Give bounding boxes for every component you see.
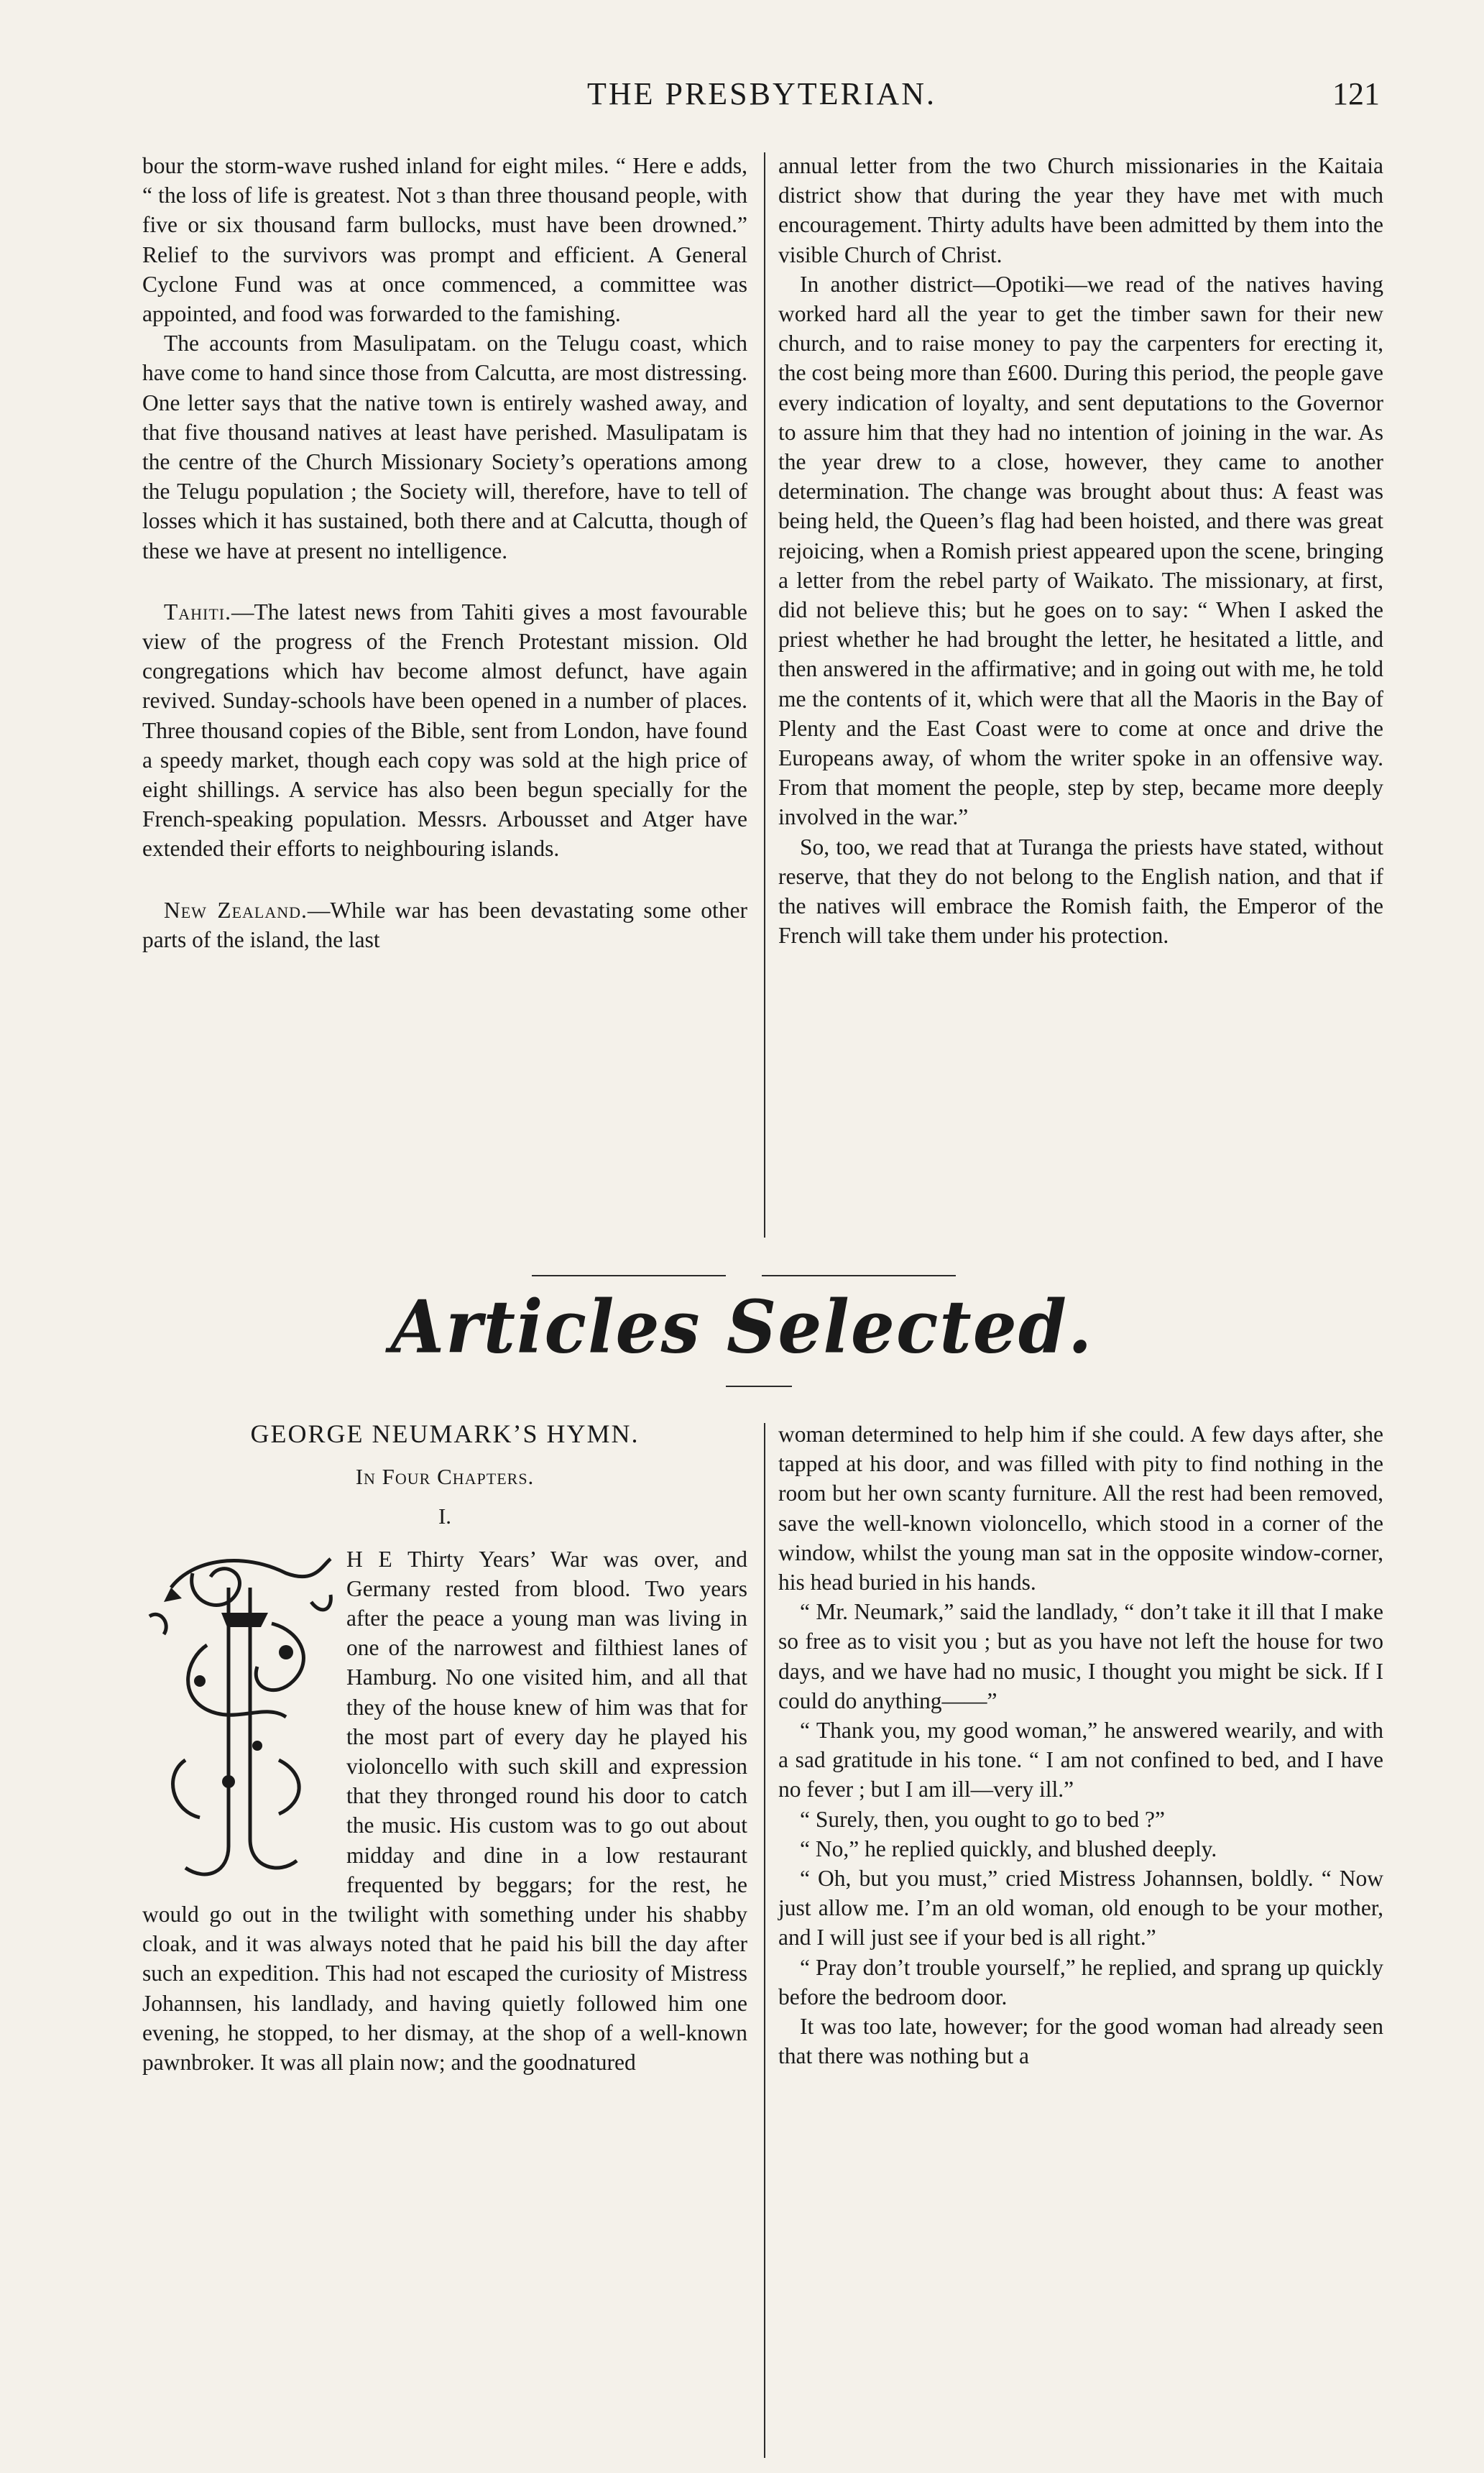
column-divider-bottom <box>764 1423 765 2458</box>
paragraph-tahiti <box>142 597 747 864</box>
page-number: 121 <box>1332 76 1380 111</box>
ornamental-dropcap <box>142 1544 336 1889</box>
column-divider-top <box>764 152 765 1238</box>
new-zealand-text: —While war has been devastating some other parts of the island, the last <box>142 897 748 952</box>
article-paragraph: “ Pray don’t trouble yourself,” he replied, and sprang up quickly before the bedroom door. <box>778 1954 1383 2009</box>
article-subtitle: In Four Chapters. <box>355 1464 535 1490</box>
paragraph-kaitaia: annual letter from the two Church missionaries in the Kaitaia district show that during the year they have met with much encouragement. Thirty adults have been admitted by them into the visible Church of Christ. <box>778 153 1383 267</box>
section-rule-right <box>762 1275 956 1276</box>
tahiti-text: —The latest news from Tahiti gives a most favourable view of the progress of the French Protestant mission. Old congregations which hav become almost defunct, have again revived. Sunday-schools have been opened in a number of places. Three thousand copies of the Bible, sent from London, have found a speedy market, though each copy was sold at the high price of eight shillings. A service has also been begun specially for the French-speaking population. Messrs. Arbousset and Atger have extended their efforts to neighbouring islands. <box>142 599 747 862</box>
paragraph-cyclone: bour the storm-wave rushed inland for eight miles. “ Here e adds, “ the loss of life is greatest. Not ɜ than three thousand people, with five or six thousand farm bullocks, must have been drowned.” Relief to the survivors was prompt and efficient. A General Cyclone Fund was at once commenced, a committee was appointed, and food was forwarded to the famishing. <box>142 153 747 327</box>
new-zealand-label: New Zealand. <box>164 897 308 923</box>
tahiti-label: Tahiti. <box>164 599 231 625</box>
page-header <box>144 75 1380 126</box>
article-paragraph: “ Oh, but you must,” cried Mistress Johannsen, boldly. “ Now just allow me. I’m an old woman, old enough to be your mother, and I will just see if your bed is all right.” <box>778 1866 1383 1951</box>
paragraph-turanga: So, too, we read that at Turanga the priests have stated, without reserve, that they do not belong to the English nation, and that if the natives will embrace the Romish faith, the Emperor of the French will take them under his protection. <box>778 834 1383 949</box>
dropcap-ornament-icon <box>142 1544 336 1889</box>
article-paragraph: It was too late, however; for the good woman had already seen that there was nothing but a <box>778 2014 1383 2069</box>
section-rule-left <box>532 1275 726 1276</box>
article-paragraph: “ Mr. Neumark,” said the landlady, “ don’t take it ill that I make so free as to visit you ; but as you have not left the house for two days, and we have had no music, I thought you might be sick. If I could do anything——” <box>778 1599 1383 1713</box>
paragraph-masulipatam: The accounts from Masulipatam. on the Telugu coast, which have come to hand since those from Calcutta, are most distressing. One letter says that the native town is entirely washed away, and that five thousand natives at least have perished. Masulipatam is the centre of the Church Missionary Society’s operations among the Telugu population ; the Society will, therefore, have to tell of losses which it has sustained, both there and at Calcutta, though of these we have at present no intelligence. <box>142 331 747 563</box>
paragraph-opotiki: In another district—Opotiki—we read of the natives having worked hard all the year to get the timber sawn for their new church, and to raise money to pay the carpenters for erecting it, the cost being more than £600. During this period, the people gave every indication of loyalty, and sent deputations to the Governor to assure him that they had no intention of joining in the war. As the year drew to a close, however, they came to another determination. The change was brought about thus: A feast was being held, the Queen’s flag had been hoisted, and there was great rejoicing, when a Romish priest appeared upon the scene, bringing a letter from the rebel party of Waikato. The missionary, at first, did not believe this; but he goes on to say: “ When I asked the priest whether he had brought the letter, he hesitated a little, and then answered in the affirmative; and in going out with me, he told me the contents of it, which were that all the Maoris in the Bay of Plenty and the East Coast were to come at once and drive the Europeans away, of whom the writer spoke in an offensive way. From that moment the people, step by step, became more deeply involved in the war.” <box>778 271 1383 830</box>
article-paragraph: woman determined to help him if she could. A few days after, she tapped at his door, and was filled with pity to find nothing in the room but her own scanty furniture. All the rest had been removed, save the well-known violoncello, which stood in a corner of the window, whilst the young man sat in the opposite window-corner, his head buried in his hands. <box>778 1422 1383 1595</box>
article-opening-paragraph: H E Thirty Years’ War was over, and Germany rested from blood. Two years after the peace a young man was living in one of the narrowest and filthiest lanes of Hamburg. No one visited him, and all that they of the house knew of him was that for the most part of every day he played his violoncello with such skill and expression that they thronged round his door to catch the music. His custom was to go out about midday and dine in a low restaurant frequented by beggars; for the rest, he would go out in the twilight with something under his shabby cloak, and it was always noted that he paid his bill the day after such an expedition. This had not escaped the curiosity of Mistress Johannsen, his landlady, and having quietly followed him one evening, he stopped, to her dismay, at the shop of a well-known pawnbroker. It was all plain now; and the goodnatured <box>142 1546 747 2076</box>
article-title: GEORGE NEUMARK’S HYMN. <box>250 1419 640 1448</box>
title-underline <box>726 1386 792 1387</box>
right-column-article <box>778 1419 1383 2071</box>
article-paragraph: “ Thank you, my good woman,” he answered wearily, and with a sad gratitude in his tone. “ I am not confined to bed, and I have no fever ; but I am ill—very ill.” <box>778 1718 1383 1802</box>
article-paragraph: “ Surely, then, you ought to go to bed ?” <box>800 1806 1165 1832</box>
running-title: THE PRESBYTERIAN. <box>586 76 937 111</box>
article-paragraph: “ No,” he replied quickly, and blushed deeply. <box>800 1836 1217 1861</box>
right-column-top <box>778 151 1383 950</box>
paragraph-new-zealand <box>142 895 747 954</box>
section-title: Articles Selected. <box>390 1284 1094 1370</box>
left-column-top <box>142 151 747 954</box>
left-column-article <box>142 1419 747 2077</box>
chapter-number: I. <box>438 1503 452 1529</box>
